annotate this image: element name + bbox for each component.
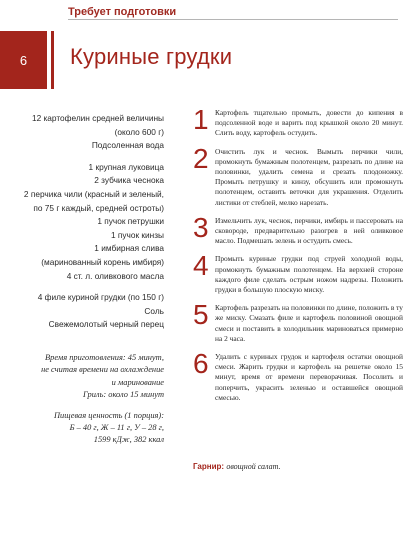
step-text: Измельчить лук, чеснок, перчики, имбирь и пассеровать на сковороде, предварительно разогрев в ней оливковое масло. Подмешать зелень и остудить смесь. [215, 215, 403, 246]
step-5 [193, 299, 404, 344]
garnish-label: Гарнир: [193, 462, 225, 471]
step-number: 5 [193, 299, 209, 331]
ingredient-line: Соль [144, 305, 164, 316]
step-text: Удалить с куриных грудок и картофеля остатки овощной смеси. Жарить грудки и картофель на решетке около 15 минут, время от времени переворачивая. Посолить и поперчить, украсить зеленью и оставшейся овощной смесью. [215, 352, 403, 402]
header-divider [68, 19, 398, 20]
step-3 [193, 211, 403, 247]
page-number: 6 [19, 52, 28, 68]
step-number: 3 [193, 211, 209, 243]
ingredient-line: 2 зубчика чеснока [94, 175, 164, 186]
step-2 [193, 142, 403, 208]
step-text: Картофель разрезать на половинки по длине, положить в ту же миску. Смазать филе и картофель половиной овощной смеси и поставить в холодильник мариноваться примерно на 2 часа. [215, 303, 404, 343]
title-accent-bar [51, 31, 54, 89]
ingredient-line: 1 крупная луковица [88, 161, 164, 172]
step-number: 6 [193, 348, 209, 380]
step-1 [193, 104, 403, 139]
ingredient-line: Свежемолотый черный перец [48, 319, 164, 330]
prep-time-line: Время приготовления: 45 минут, [45, 353, 164, 362]
prep-time-line: и маринование [111, 377, 164, 387]
ingredient-line: 4 филе куриной грудки (по 150 г) [37, 292, 164, 303]
step-number: 4 [193, 250, 209, 282]
ingredients-list [4, 112, 164, 332]
ingredient-line: 1 пучок кинзы [110, 229, 164, 240]
ingredient-line: 2 перчика чили (красный и зеленый, [23, 188, 164, 199]
garnish-text: овощной салат. [226, 462, 281, 471]
step-6 [193, 348, 403, 403]
step-number: 1 [193, 104, 209, 135]
recipe-meta [4, 352, 164, 447]
step-4 [193, 250, 403, 295]
step-text: Очистить лук и чеснок. Вымыть перчики чили, промокнуть бумажным полотенцем, разрезать по длине на половинки, удалить семена и срезать плодоножку. Промыть петрушку и кинзу, обсушить или промокнуть полотенцем, оставить веточки для украшения. Отделить листики от стеблей, мелко нарезать. [215, 146, 403, 207]
step-text: Картофель тщательно промыть, довести до кипения в подсоленной воде и варить под крышкой около 20 минут. Слить воду, картофель остудить. [215, 108, 403, 138]
nutrition-line: Б – 40 г, Ж – 11 г, У – 28 г, [69, 423, 164, 433]
ingredient-line: Подсоленная вода [91, 140, 164, 151]
step-text: Промыть куриные грудки под струей холодной воды, промокнуть бумажным полотенцем. На верхней стороне каждого филе сделать острым ножом надрезы. Положить грудки в большую плоскую миску. [215, 254, 403, 295]
recipe-title: Куриные грудки [70, 44, 233, 69]
ingredient-line: 1 имбирная слива [94, 243, 164, 254]
garnish-note [193, 462, 281, 471]
ingredient-line: (около 600 г) [114, 126, 164, 137]
ingredient-line: 12 картофелин средней величины [31, 113, 164, 123]
step-number: 2 [193, 142, 209, 174]
ingredient-line: (маринованный корень имбиря) [41, 256, 164, 267]
ingredient-line: по 75 г каждый, средней остроты) [33, 202, 164, 213]
grill-time: Гриль: около 15 минут [83, 390, 164, 400]
steps-list [193, 104, 404, 411]
nutrition-line: 1599 кДж, 382 ккал [93, 435, 164, 445]
page-number-tab [0, 31, 47, 89]
prep-time-line: не считая времени на охлаждение [41, 365, 164, 375]
section-label: Требует подготовки [68, 6, 177, 18]
ingredient-line: 4 ст. л. оливкового масла [66, 270, 164, 281]
nutrition-line: Пищевая ценность (1 порция): [54, 410, 164, 420]
ingredient-line: 1 пучок петрушки [97, 216, 164, 227]
